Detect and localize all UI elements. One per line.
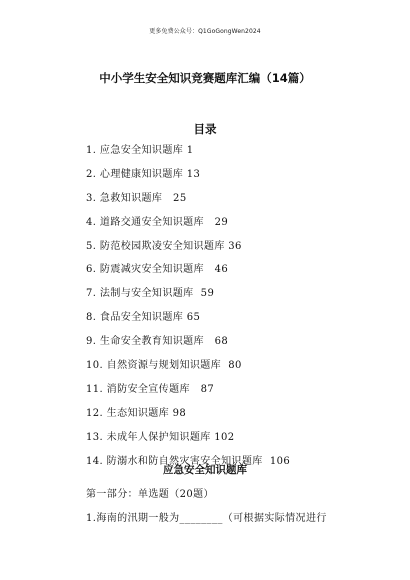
toc-item: 13. 未成年人保护知识题库 102 bbox=[86, 431, 235, 443]
toc-item: 11. 消防安全宣传题库 87 bbox=[86, 383, 215, 395]
question-text: 1.海南的汛期一般为________（可根据实际情况进行 bbox=[86, 513, 327, 524]
toc-item: 8. 食品安全知识题库 65 bbox=[86, 312, 201, 324]
toc-item: 14. 防溺水和防自然灾害安全知识题库 106 bbox=[86, 455, 291, 467]
table-of-contents bbox=[86, 139, 386, 473]
toc-item: 4. 道路交通安全知识题库 29 bbox=[86, 216, 229, 228]
toc-item: 10. 自然资源与规划知识题库 80 bbox=[86, 360, 242, 372]
toc-item: 12. 生态知识题库 98 bbox=[86, 407, 187, 419]
toc-item: 3. 急救知识题库 25 bbox=[86, 192, 187, 204]
section-heading: 应急安全知识题库 bbox=[163, 464, 247, 476]
header-note: 更多免费公众号：Q1GoGongWen2024 bbox=[149, 28, 261, 35]
part-heading: 第一部分：单选题（20题） bbox=[86, 489, 214, 500]
toc-heading: 目录 bbox=[193, 122, 217, 136]
toc-item: 2. 心理健康知识题库 13 bbox=[86, 168, 201, 180]
toc-item: 5. 防范校园欺凌安全知识题库 36 bbox=[86, 240, 242, 252]
toc-item: 6. 防震减灾安全知识题库 46 bbox=[86, 264, 229, 276]
document-title: 中小学生安全知识竞赛题库汇编（14篇） bbox=[99, 71, 311, 85]
toc-item: 1. 应急安全知识题库 1 bbox=[86, 145, 194, 156]
toc-item: 9. 生命安全教育知识题库 68 bbox=[86, 336, 229, 348]
toc-item: 7. 法制与安全知识题库 59 bbox=[86, 288, 215, 300]
